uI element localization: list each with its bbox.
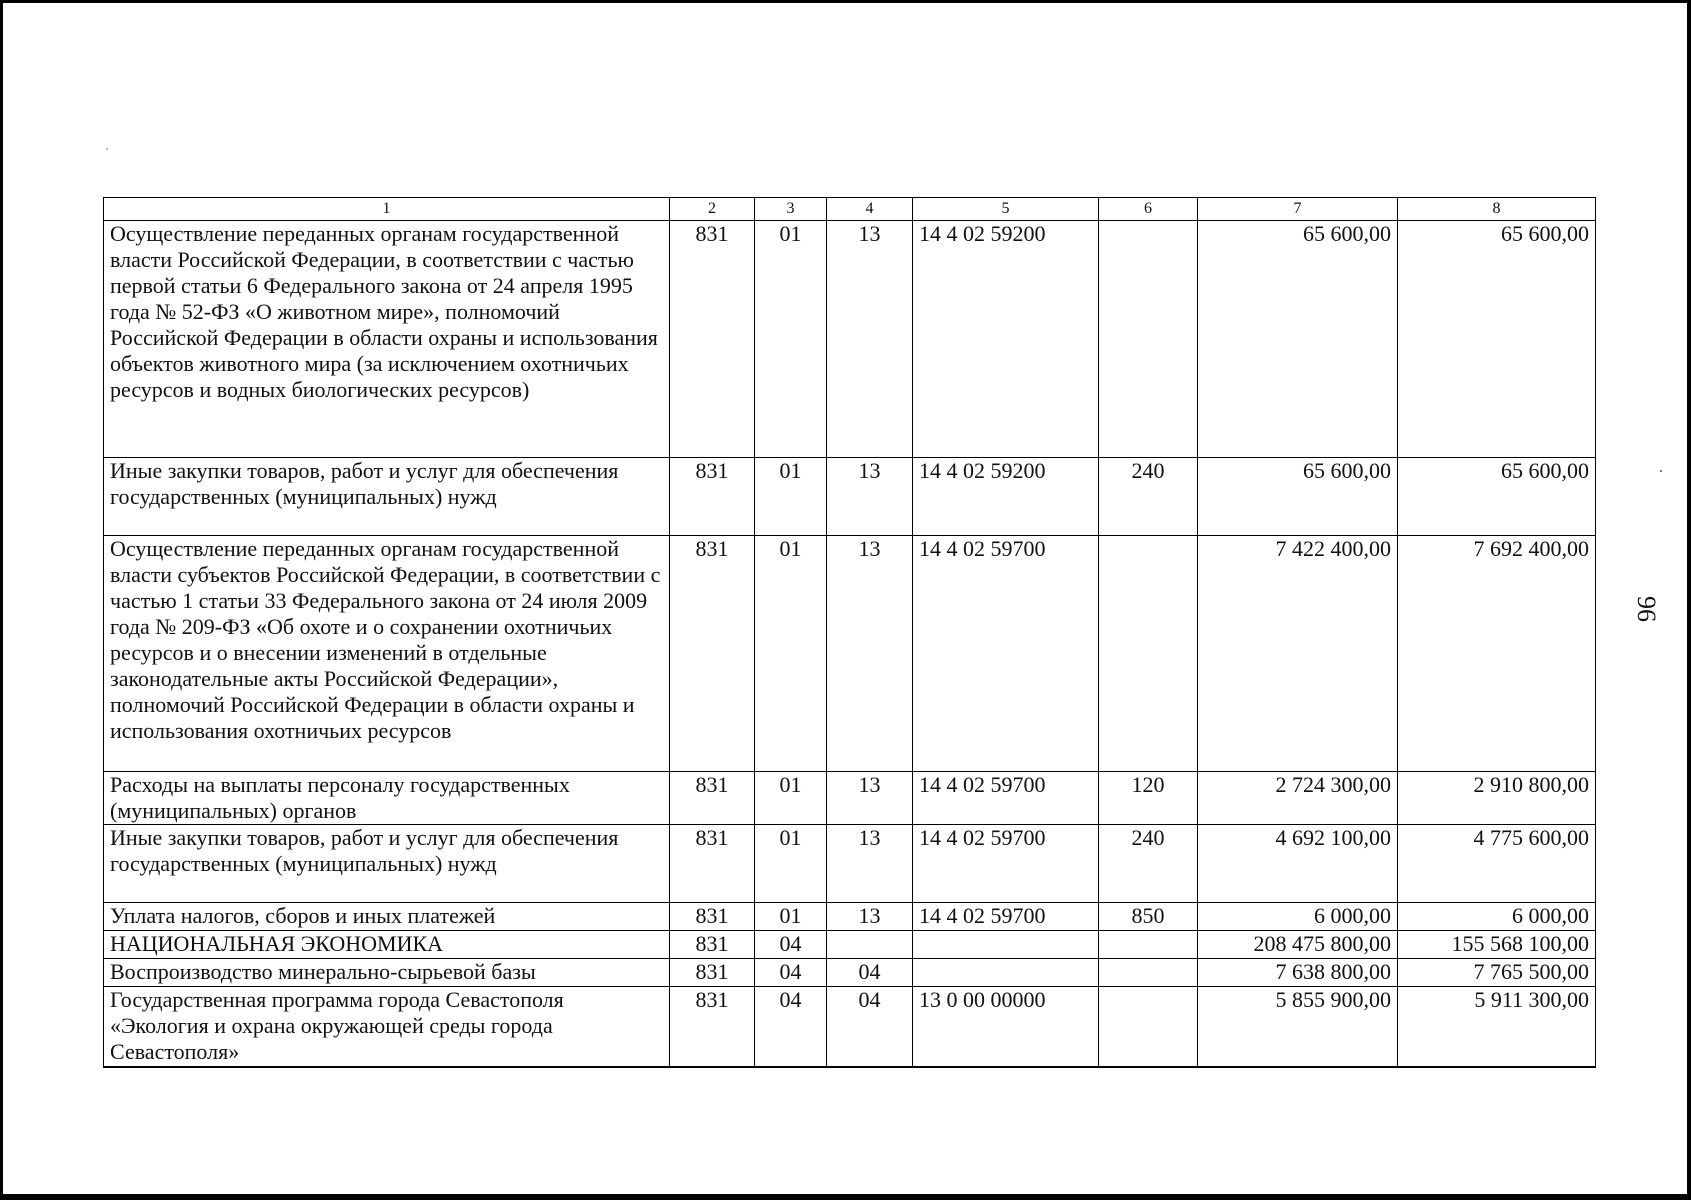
- amount-col-8: 6 000,00: [1398, 903, 1596, 931]
- table-row: [104, 987, 1596, 1067]
- target-article-code: 13 0 00 00000: [913, 987, 1099, 1067]
- table-row: [104, 536, 1596, 772]
- amount-col-7: 7 422 400,00: [1198, 536, 1398, 772]
- column-header-6: 6: [1099, 198, 1198, 221]
- expense-name: Воспроизводство минерально-сырьевой базы: [104, 959, 670, 987]
- page-number: 96: [1632, 596, 1661, 622]
- target-article-code: 14 4 02 59200: [913, 221, 1099, 458]
- amount-col-7: 6 000,00: [1198, 903, 1398, 931]
- ministry-code: 831: [670, 903, 755, 931]
- amount-col-7: 65 600,00: [1198, 458, 1398, 536]
- amount-col-8: 4 775 600,00: [1398, 825, 1596, 903]
- amount-col-8: 65 600,00: [1398, 221, 1596, 458]
- amount-col-7: 7 638 800,00: [1198, 959, 1398, 987]
- expense-name: Иные закупки товаров, работ и услуг для обеспечения государственных (муниципальных) нужд: [104, 825, 670, 903]
- table-row: [104, 221, 1596, 458]
- expense-type-code: 120: [1099, 772, 1198, 825]
- column-header-8: 8: [1398, 198, 1596, 221]
- scan-border-right: [1687, 0, 1691, 1200]
- scan-speck: [1660, 470, 1662, 472]
- section-code: 01: [755, 458, 827, 536]
- expense-name: Расходы на выплаты персоналу государственных (муниципальных) органов: [104, 772, 670, 825]
- expense-type-code: 850: [1099, 903, 1198, 931]
- section-code: 01: [755, 221, 827, 458]
- amount-col-8: 7 692 400,00: [1398, 536, 1596, 772]
- expense-name: Осуществление переданных органам государственной власти субъектов Российской Федерации, в соответствии с частью 1 статьи 33 Федерального закона от 24 июля 2009 года № 209-ФЗ «Об охоте и о сохранении охотничьих ресурсов и о внесении изменений в отдельные законодательные акты Российской Федерации», полномочий Российской Федерации в области охраны и использования охотничьих ресурсов: [104, 536, 670, 772]
- amount-col-8: 7 765 500,00: [1398, 959, 1596, 987]
- expense-name: НАЦИОНАЛЬНАЯ ЭКОНОМИКА: [104, 931, 670, 959]
- section-code: 01: [755, 903, 827, 931]
- subsection-code: 13: [827, 825, 913, 903]
- subsection-code: 13: [827, 458, 913, 536]
- subsection-code: 13: [827, 221, 913, 458]
- expense-type-code: [1099, 987, 1198, 1067]
- subsection-code: 04: [827, 959, 913, 987]
- amount-col-7: 2 724 300,00: [1198, 772, 1398, 825]
- subsection-code: 13: [827, 903, 913, 931]
- amount-col-7: 208 475 800,00: [1198, 931, 1398, 959]
- table-row: [104, 903, 1596, 931]
- subsection-code: 13: [827, 536, 913, 772]
- target-article-code: [913, 931, 1099, 959]
- expense-name: Осуществление переданных органам государственной власти Российской Федерации, в соответствии с частью первой статьи 6 Федерального закона от 24 апреля 1995 года № 52-ФЗ «О животном мире», полномочий Российской Федерации в области охраны и использования объектов животного мира (за исключением охотничьих ресурсов и водных биологических ресурсов): [104, 221, 670, 458]
- target-article-code: [913, 959, 1099, 987]
- scan-speck: [106, 148, 108, 150]
- header-row: [104, 198, 1596, 221]
- amount-col-8: 65 600,00: [1398, 458, 1596, 536]
- table-row: [104, 959, 1596, 987]
- scan-border-left: [0, 0, 3, 1200]
- column-header-3: 3: [755, 198, 827, 221]
- budget-table: [103, 197, 1596, 1068]
- expense-name: Иные закупки товаров, работ и услуг для обеспечения государственных (муниципальных) нужд: [104, 458, 670, 536]
- target-article-code: 14 4 02 59700: [913, 903, 1099, 931]
- ministry-code: 831: [670, 221, 755, 458]
- scan-border-bottom: [0, 1194, 1691, 1200]
- amount-col-8: 5 911 300,00: [1398, 987, 1596, 1067]
- section-code: 01: [755, 536, 827, 772]
- ministry-code: 831: [670, 959, 755, 987]
- ministry-code: 831: [670, 772, 755, 825]
- ministry-code: 831: [670, 458, 755, 536]
- table-row: [104, 825, 1596, 903]
- target-article-code: 14 4 02 59700: [913, 772, 1099, 825]
- subsection-code: 04: [827, 987, 913, 1067]
- target-article-code: 14 4 02 59700: [913, 825, 1099, 903]
- expense-type-code: [1099, 536, 1198, 772]
- subsection-code: 13: [827, 772, 913, 825]
- section-code: 04: [755, 959, 827, 987]
- section-code: 01: [755, 772, 827, 825]
- expense-name: Уплата налогов, сборов и иных платежей: [104, 903, 670, 931]
- expense-type-code: 240: [1099, 458, 1198, 536]
- amount-col-7: 5 855 900,00: [1198, 987, 1398, 1067]
- column-header-1: 1: [104, 198, 670, 221]
- expense-type-code: 240: [1099, 825, 1198, 903]
- amount-col-7: 65 600,00: [1198, 221, 1398, 458]
- expense-type-code: [1099, 959, 1198, 987]
- ministry-code: 831: [670, 825, 755, 903]
- subsection-code: [827, 931, 913, 959]
- scan-border-top: [0, 0, 1691, 3]
- target-article-code: 14 4 02 59700: [913, 536, 1099, 772]
- expense-name: Государственная программа города Севастополя «Экология и охрана окружающей среды города Севастополя»: [104, 987, 670, 1067]
- column-header-2: 2: [670, 198, 755, 221]
- ministry-code: 831: [670, 931, 755, 959]
- amount-col-8: 2 910 800,00: [1398, 772, 1596, 825]
- ministry-code: 831: [670, 536, 755, 772]
- expense-type-code: [1099, 221, 1198, 458]
- expense-type-code: [1099, 931, 1198, 959]
- section-code: 01: [755, 825, 827, 903]
- table-row: [104, 772, 1596, 825]
- table-row: [104, 458, 1596, 536]
- amount-col-8: 155 568 100,00: [1398, 931, 1596, 959]
- section-code: 04: [755, 987, 827, 1067]
- section-code: 04: [755, 931, 827, 959]
- ministry-code: 831: [670, 987, 755, 1067]
- column-header-5: 5: [913, 198, 1099, 221]
- table-row: [104, 931, 1596, 959]
- target-article-code: 14 4 02 59200: [913, 458, 1099, 536]
- column-header-7: 7: [1198, 198, 1398, 221]
- column-header-4: 4: [827, 198, 913, 221]
- amount-col-7: 4 692 100,00: [1198, 825, 1398, 903]
